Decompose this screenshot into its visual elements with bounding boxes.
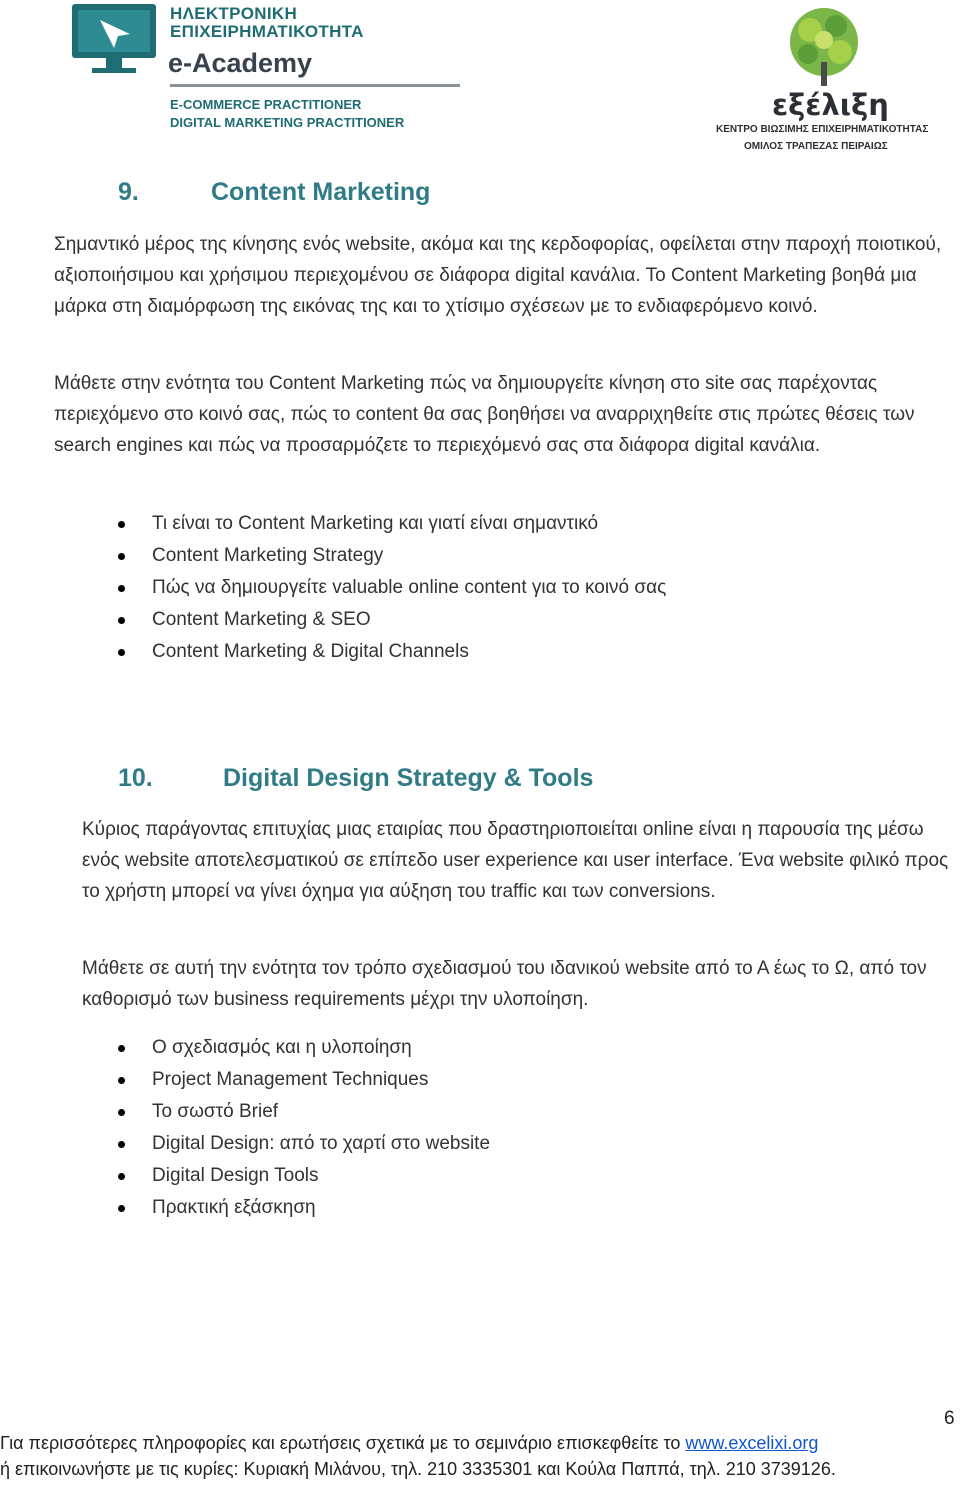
section-10-bullet-list bbox=[54, 1032, 490, 1224]
logo-line-2: ΕΠΙΧΕΙΡΗΜΑΤΙΚΟΤΗΤΑ bbox=[170, 22, 364, 41]
exelixi-name: εξέλιξη bbox=[772, 88, 889, 122]
bullet-icon bbox=[118, 521, 125, 528]
e-academy-logo bbox=[70, 0, 440, 140]
list-item: Content Marketing & Digital Channels bbox=[54, 636, 666, 668]
bullet-icon bbox=[118, 649, 125, 656]
bullet-icon bbox=[118, 1045, 125, 1052]
section-9-paragraph-2: Μάθετε στην ενότητα του Content Marketing πώς να δημιουργείτε κίνηση στο site σας παρέχοντας περιεχόμενο στο κοινό σας, πώς το content θα σας βοηθήσει να αναρριχηθείτε στις πρώτες θέσεις των search engines και πώς να προσαρμόζετε το περιεχόμενό σας στα διάφορα digital κανάλια. bbox=[54, 373, 915, 456]
list-item: Content Marketing Strategy bbox=[54, 540, 666, 572]
footer-text-1: Για περισσότερες πληροφορίες και ερωτήσεις σχετικά με το σεμινάριο επισκεφθείτε το bbox=[0, 1433, 686, 1453]
section-10-heading bbox=[118, 764, 593, 793]
section-10-number: 10. bbox=[118, 764, 153, 792]
list-item: Πρακτική εξάσκηση bbox=[54, 1192, 490, 1224]
section-9-paragraph-1: Σημαντικό μέρος της κίνησης ενός website, ακόμα και της κερδοφορίας, οφείλεται στην παροχή ποιοτικού, αξιοποιήσιμου και χρήσιμου περιεχομένου σε διάφορα digital κανάλια. Το Content Marketing βοηθά μια μάρκα στη διαμόρφωση της εικόνας της και το χτίσιμο σχέσεων με το ενδιαφερόμενο κοινό. bbox=[54, 234, 942, 317]
bullet-icon bbox=[118, 1077, 125, 1084]
exelixi-tagline-2: ΟΜΙΛΟΣ ΤΡΑΠΕΖΑΣ ΠΕΙΡΑΙΩΣ bbox=[744, 141, 888, 152]
section-9-title: Content Marketing bbox=[211, 178, 431, 206]
section-10-paragraph-1: Κύριος παράγοντας επιτυχίας μιας εταιρίας που δραστηριοποιείται online είναι η παρουσία της μέσω ενός website αποτελεσματικού σε επίπεδο user experience και user interface. Ένα website φιλικό προς το χρήστη μπορεί να γίνει όχημα για αύξηση του traffic και των conversions. bbox=[82, 819, 949, 902]
logo-line-1: ΗΛΕΚΤΡΟΝΙΚΗ bbox=[170, 4, 298, 23]
bullet-icon bbox=[118, 1205, 125, 1212]
list-item: Content Marketing & SEO bbox=[54, 604, 666, 636]
logo-brand: e-Academy bbox=[168, 48, 313, 78]
logo-line-3: E-COMMERCE PRACTITIONER bbox=[170, 97, 362, 112]
section-9-bullet-list bbox=[54, 508, 666, 668]
list-item: Το σωστό Brief bbox=[54, 1096, 490, 1128]
exelixi-logo bbox=[712, 6, 952, 156]
footer-line-2: ή επικοινωνήστε με τις κυρίες: Κυριακή Μιλάνου, τηλ. 210 3335301 και Κούλα Παππά, τηλ. 210 3739126. bbox=[0, 1459, 836, 1479]
tree-icon bbox=[784, 6, 864, 88]
bullet-icon bbox=[118, 585, 125, 592]
section-10-paragraph-2: Μάθετε σε αυτή την ενότητα τον τρόπο σχεδιασμού του ιδανικού website από το Α έως το Ω, από τον καθορισμό των business requirements μέχρι την υλοποίηση. bbox=[82, 958, 927, 1010]
footer-line-1 bbox=[0, 1433, 818, 1454]
website-link[interactable]: www.excelixi.org bbox=[685, 1433, 819, 1453]
list-item: Digital Design: από το χαρτί στο website bbox=[54, 1128, 490, 1160]
list-item: Τι είναι το Content Marketing και γιατί είναι σημαντικό bbox=[54, 508, 666, 540]
bullet-icon bbox=[118, 1141, 125, 1148]
section-9-number: 9. bbox=[118, 178, 139, 206]
bullet-icon bbox=[118, 1109, 125, 1116]
section-10-title: Digital Design Strategy & Tools bbox=[223, 764, 594, 792]
logo-divider bbox=[170, 84, 460, 87]
section-9-heading bbox=[118, 178, 430, 207]
bullet-icon bbox=[118, 553, 125, 560]
logo-line-4: DIGITAL MARKETING PRACTITIONER bbox=[170, 115, 405, 130]
list-item: Πώς να δημιουργείτε valuable online content για το κοινό σας bbox=[54, 572, 666, 604]
exelixi-tagline-1: ΚΕΝΤΡΟ ΒΙΩΣΙΜΗΣ ΕΠΙΧΕΙΡΗΜΑΤΙΚΟΤΗΤΑΣ bbox=[716, 124, 929, 135]
page-number: 6 bbox=[944, 1408, 955, 1429]
list-item: Digital Design Tools bbox=[54, 1160, 490, 1192]
bullet-icon bbox=[118, 1173, 125, 1180]
monitor-icon bbox=[70, 0, 162, 80]
list-item: Project Management Techniques bbox=[54, 1064, 490, 1096]
bullet-icon bbox=[118, 617, 125, 624]
list-item: Ο σχεδιασμός και η υλοποίηση bbox=[54, 1032, 490, 1064]
